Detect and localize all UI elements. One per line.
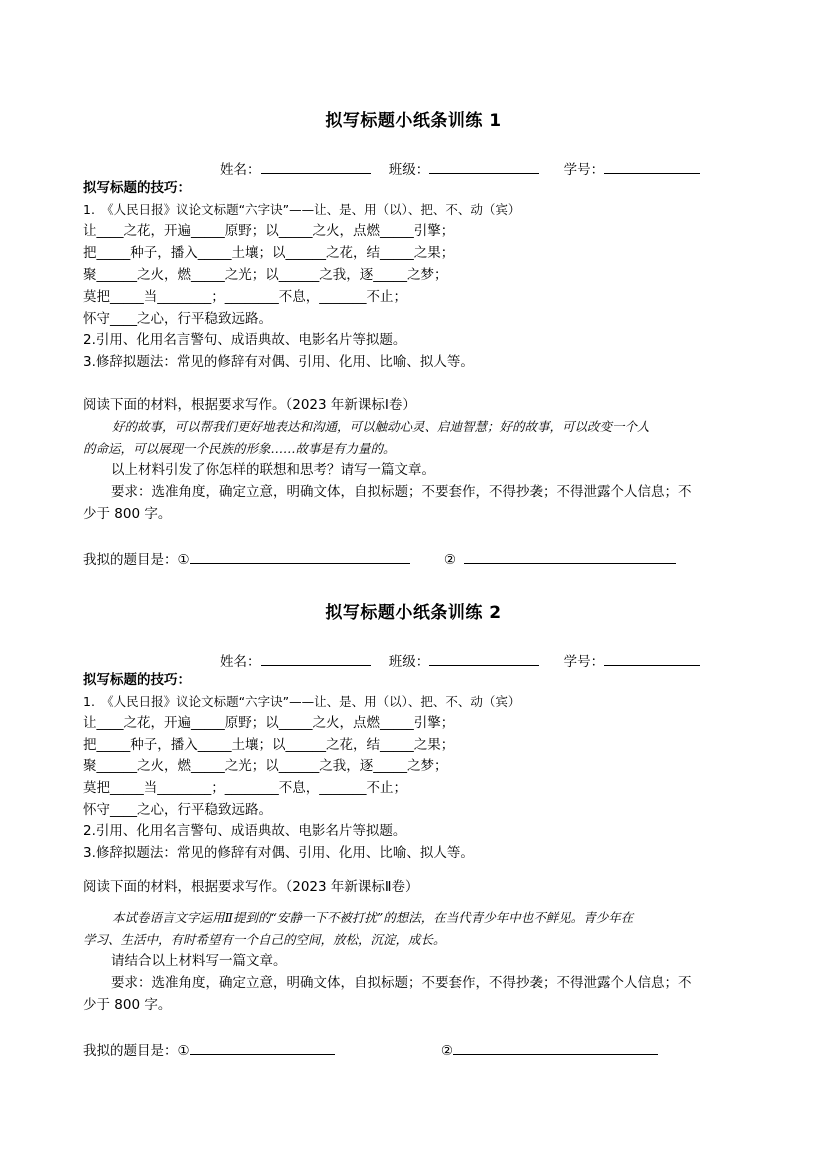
name-field[interactable]: [261, 159, 371, 174]
name-label: 姓名：: [220, 654, 261, 670]
class-label: 班级：: [388, 162, 430, 178]
tip-3: 3.修辞拟题法：常见的修辞有对偶、引用、化用、比喻、拟人等。: [83, 845, 474, 861]
question-line: 以上材料引发了你怎样的联想和思考？请写一篇文章。: [111, 462, 435, 478]
material-line-1: 本试卷语言文字运用Ⅱ提到的“安静一下不被打扰”的想法，在当代青少年中也不鲜见。青少年在: [112, 910, 634, 925]
answer-field-2[interactable]: [464, 548, 676, 564]
name-field[interactable]: [261, 651, 371, 666]
material-line-1: 好的故事，可以帮我们更好地表达和沟通，可以触动心灵、启迪智慧；好的故事，可以改变一个人: [112, 419, 650, 434]
tip-1: 1. 《人民日报》议论文标题“六字诀”——让、是、用（以）、把、不、动（宾）: [83, 694, 521, 709]
requirement-line-1: 要求：选准角度，确定立意，明确文体，自拟标题；不要套作，不得抄袭；不得泄露个人信息；不: [111, 975, 692, 991]
answer-2-label: ②: [440, 1043, 454, 1059]
pattern-line-5: 怀守____之心，行平稳致远路。: [83, 311, 272, 327]
writing-prompt: 阅读下面的材料，根据要求写作。（2023 年新课标Ⅱ卷）: [83, 879, 419, 895]
requirement-line-2: 少于 800 字。: [83, 997, 172, 1013]
section-2-info-row: [220, 650, 700, 670]
material-line-2: 的命运，可以展现一个民族的形象……故事是有力量的。: [83, 441, 396, 456]
requirement-line-1: 要求：选准角度，确定立意，明确文体，自拟标题；不要套作，不得抄袭；不得泄露个人信息；不: [111, 484, 692, 500]
student-id-field[interactable]: [604, 651, 700, 666]
pattern-line-3: 聚______之火，燃_____之光；以______之我，逐_____之梦；: [83, 267, 448, 283]
section-1-title: 拟写标题小纸条训练 1: [325, 111, 502, 131]
writing-prompt: 阅读下面的材料，根据要求写作。（2023 年新课标Ⅰ卷）: [83, 397, 416, 413]
class-field[interactable]: [429, 159, 539, 174]
tips-heading: 拟写标题的技巧：: [83, 672, 191, 688]
answer-row: [83, 548, 676, 568]
answer-label: 我拟的题目是：①: [83, 1043, 190, 1059]
answer-row: [83, 1039, 658, 1059]
pattern-line-4: 莫把_____当________；________不息，_______不止；: [83, 780, 407, 796]
question-line: 请结合以上材料写一篇文章。: [111, 953, 287, 969]
answer-label: 我拟的题目是：①: [83, 552, 190, 568]
pattern-line-1: 让____之花，开遍_____原野；以_____之火，点燃_____引擎；: [83, 223, 455, 239]
tips-heading: 拟写标题的技巧：: [83, 180, 191, 196]
pattern-line-2: 把_____种子，播入_____土壤；以______之花，结_____之果；: [83, 245, 455, 261]
answer-field-1[interactable]: [190, 1039, 335, 1055]
tip-2: 2.引用、化用名言警句、成语典故、电影名片等拟题。: [83, 332, 407, 348]
name-label: 姓名：: [220, 162, 261, 178]
class-label: 班级：: [388, 654, 430, 670]
pattern-line-1: 让____之花，开遍_____原野；以_____之火，点燃_____引擎；: [83, 715, 455, 731]
pattern-line-2: 把_____种子，播入_____土壤；以______之花，结_____之果；: [83, 737, 455, 753]
answer-field-1[interactable]: [190, 548, 410, 564]
section-2-title: 拟写标题小纸条训练 2: [325, 603, 502, 623]
class-field[interactable]: [429, 651, 539, 666]
student-id-label: 学号：: [563, 162, 605, 178]
student-id-label: 学号：: [563, 654, 605, 670]
pattern-line-3: 聚______之火，燃_____之光；以______之我，逐_____之梦；: [83, 758, 448, 774]
tip-1: 1. 《人民日报》议论文标题“六字诀”——让、是、用（以）、把、不、动（宾）: [83, 202, 521, 217]
answer-field-2[interactable]: [453, 1039, 658, 1055]
requirement-line-2: 少于 800 字。: [83, 506, 172, 522]
pattern-line-5: 怀守____之心，行平稳致远路。: [83, 802, 272, 818]
pattern-line-4: 莫把_____当________；________不息，_______不止；: [83, 289, 407, 305]
tip-3: 3.修辞拟题法：常见的修辞有对偶、引用、化用、比喻、拟人等。: [83, 354, 474, 370]
tip-2: 2.引用、化用名言警句、成语典故、电影名片等拟题。: [83, 823, 407, 839]
student-id-field[interactable]: [604, 159, 700, 174]
section-1-info-row: [220, 158, 700, 178]
material-line-2: 学习、生活中，有时希望有一个自己的空间，放松，沉淀，成长。: [83, 932, 446, 947]
answer-2-label: ②: [443, 552, 457, 568]
